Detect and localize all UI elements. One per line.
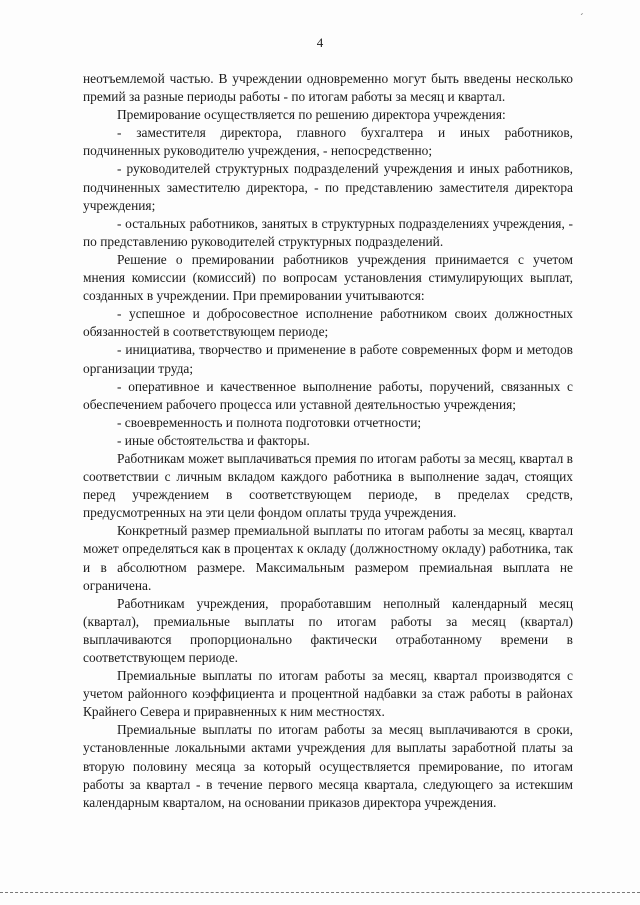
list-item: - заместителя директора, главного бухгалтера и иных работников, подчиненных руководителю учреждения, - непосредственно; (83, 125, 573, 159)
paragraph: Конкретный размер премиальной выплаты по итогам работы за месяц, квартал может определяться как в процентах к окладу (должностному окладу) работника, так и в абсолютном размере. Максимальным размером премиальная выплата не ограничена. (83, 523, 573, 593)
paragraph: Премирование осуществляется по решению директора учреждения: (117, 107, 506, 123)
list-item: - руководителей структурных подразделений учреждения и иных работников, подчиненных заместителю директора, - по представлению заместителя директора учреждения; (83, 161, 573, 213)
document-body (83, 70, 573, 812)
list-item: - остальных работников, занятых в структурных подразделениях учреждения, - по представлению руководителей структурных подразделений. (83, 215, 573, 249)
list-item: - своевременность и полнота подготовки отчетности; (117, 414, 422, 430)
paragraph: Решение о премировании работников учреждения принимается с учетом мнения комиссии (комиссий) по вопросам установления стимулирующих выплат, созданных в учреждении. При премировании учитываются: (83, 251, 573, 304)
list-item: - успешное и добросовестное исполнение работником своих должностных обязанностей в соответствующем периоде; (83, 306, 573, 340)
paragraph: Премиальные выплаты по итогам работы за месяц, квартал производятся с учетом районного коэффициента и процентной надбавки за стаж работы в районах Крайнего Севера и приравненных к ним местностях. (83, 668, 573, 720)
list-item: - иные обстоятельства и факторы. (117, 432, 310, 448)
scan-edge-line (0, 892, 640, 894)
list-item: - оперативное и качественное выполнение работы, поручений, связанных с обеспечением рабочего процесса или уставной деятельностью учреждения; (83, 378, 573, 412)
paragraph: Работникам учреждения, проработавшим неполный календарный месяц (квартал), премиальные выплаты по итогам работы за месяц (квартал) выплачиваются пропорционально фактически отработанному времени в соответствующем периоде. (83, 595, 573, 665)
page-number: 4 (316, 35, 324, 50)
paragraph: неотъемлемой частью. В учреждении одновременно могут быть введены несколько премий за разные периоды работы - по итогам работы за месяц и квартал. (83, 71, 573, 105)
corner-mark: ´ (580, 12, 584, 24)
paragraph: Работникам может выплачиваться премия по итогам работы за месяц, квартал в соответствии с личным вкладом каждого работника в выполнение задач, стоящих перед учреждением в соответствующем периоде, в пределах средств, предусмотренных на эти цели фондом оплаты труда учреждения. (83, 450, 573, 521)
paragraph: Премиальные выплаты по итогам работы за месяц выплачиваются в сроки, установленные локальными актами учреждения для выплаты заработной платы за вторую половину месяца за который осуществляется премирование, по итогам работы за квартал - в течение первого месяца квартала, следующего за истекшим календарным кварталом, на основании приказов директора учреждения. (83, 722, 573, 810)
list-item: - инициатива, творчество и применение в работе современных форм и методов организации труда; (83, 342, 573, 376)
